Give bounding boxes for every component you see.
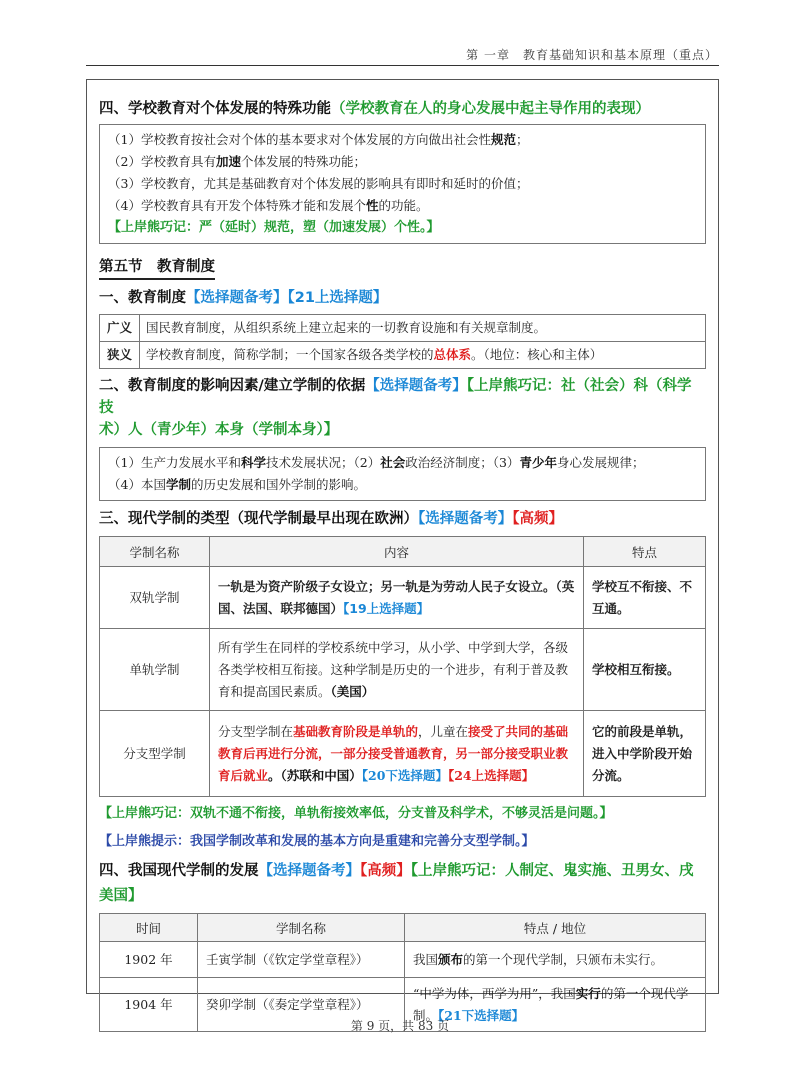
part4-box [99,124,706,244]
part4-heading [99,98,706,120]
tag-choice-prep: 【选择题备考】 [186,290,288,306]
table-row: 狭义 学校教育制度，简称学制；一个国家各级各类学校的总体系。（地位：核心和主体） [100,342,706,369]
factors-box [99,447,706,501]
table-row: 广义 国民教育制度，从组织系统上建立起来的一切教育设施和有关规章制度。 [100,315,706,342]
edu-system-heading: 一、教育制度【选择题备考】【21上选择题】 [99,290,388,306]
part4-title-note: （学校教育在人的身心发展中起主导作用的表现） [331,101,650,117]
types-mnemonic: 【上岸熊巧记：双轨不通不衔接，单轨衔接效率低，分支普及科学术，不够灵活是问题。】 [99,806,613,821]
part4-mnemonic: 【上岸熊巧记：严（延时）规范，塑（加速发展）个性。】 [108,220,440,235]
table-row: 单轨学制 所有学生在同样的学校系统中学习，从小学、中学到大学，各级各类学校相互衔接。这种学制是历史的一个进步，有利于普及教育和提高国民素质。（美国） 学校相互衔接。 [100,629,706,711]
header-divider [86,65,719,66]
part4-title: 四、学校教育对个体发展的特殊功能 [99,101,331,117]
table-header-row: 时间 学制名称 特点 / 地位 [100,914,706,942]
part4-item: （3）学校教育，尤其是基础教育对个体发展的影响具有即时和延时的价值； [108,176,529,191]
content-frame [86,79,719,1023]
edu-system-table [99,314,706,369]
factors-line: （1）生产力发展水平和科学技术发展状况；（2）社会政治经济制度；（3）青少年身心发展规律； [108,455,645,470]
section5-title: 第五节 教育制度 [99,256,215,280]
content-body [99,92,706,1032]
development-table [99,913,706,1032]
part4-item: （4）学校教育具有开发个体特殊才能和发展个性的功能。 [108,198,429,213]
tag-exam: 【21上选择题】 [287,290,388,306]
part4-item: （2）学校教育具有加速个体发展的特殊功能； [108,154,366,169]
factors-line: （4）本国学制的历史发展和国外学制的影响。 [108,477,366,492]
table-row: 1902 年 壬寅学制（《钦定学堂章程》） 我国颁布的第一个现代学制，只颁布未实行。 [100,942,706,978]
types-table [99,536,706,797]
types-heading: 三、现代学制的类型（现代学制最早出现在欧洲）【选择题备考】【高频】 [99,511,563,527]
table-row: 分支型学制 分支型学制在基础教育阶段是单轨的，儿童在接受了共同的基础教育后再进行分流，一部分接受普通教育，另一部分接受职业教育后就业。（苏联和中国）【20下选择题】【24上选择题】 它的前段是单轨，进入中学阶段开始分流。 [100,711,706,797]
table-row: 1904 年 癸卯学制（《奏定学堂章程》） “中学为体，西学为用”，我国实行的第一个现代学制。【21下选择题】 [100,978,706,1032]
chapter-header: 第 一章 教育基础知识和基本原理（重点） [466,48,718,62]
table-row: 双轨学制 一轨是为资产阶级子女设立；另一轨是为劳动人民子女设立。（英国、法国、联邦德国）【19上选择题】 学校互不衔接、不互通。 [100,567,706,629]
types-hint: 【上岸熊提示：我国学制改革和发展的基本方向是重建和完善分支型学制。】 [99,834,535,849]
factors-heading: 二、教育制度的影响因素/建立学制的依据【选择题备考】【上岸熊巧记：社（社会）科（科学技 术）人（青少年）本身（学制本身）】 [99,378,692,438]
development-heading: 四、我国现代学制的发展【选择题备考】【高频】【上岸熊巧记：人制定、鬼实施、丑男女、戌美国】 [99,863,694,904]
table-header-row: 学制名称 内容 特点 [100,537,706,567]
page-number: 第 9 页，共 83 页 [350,1019,450,1033]
part4-item: （1）学校教育按社会对个体的基本要求对个体发展的方向做出社会性规范； [108,132,529,147]
